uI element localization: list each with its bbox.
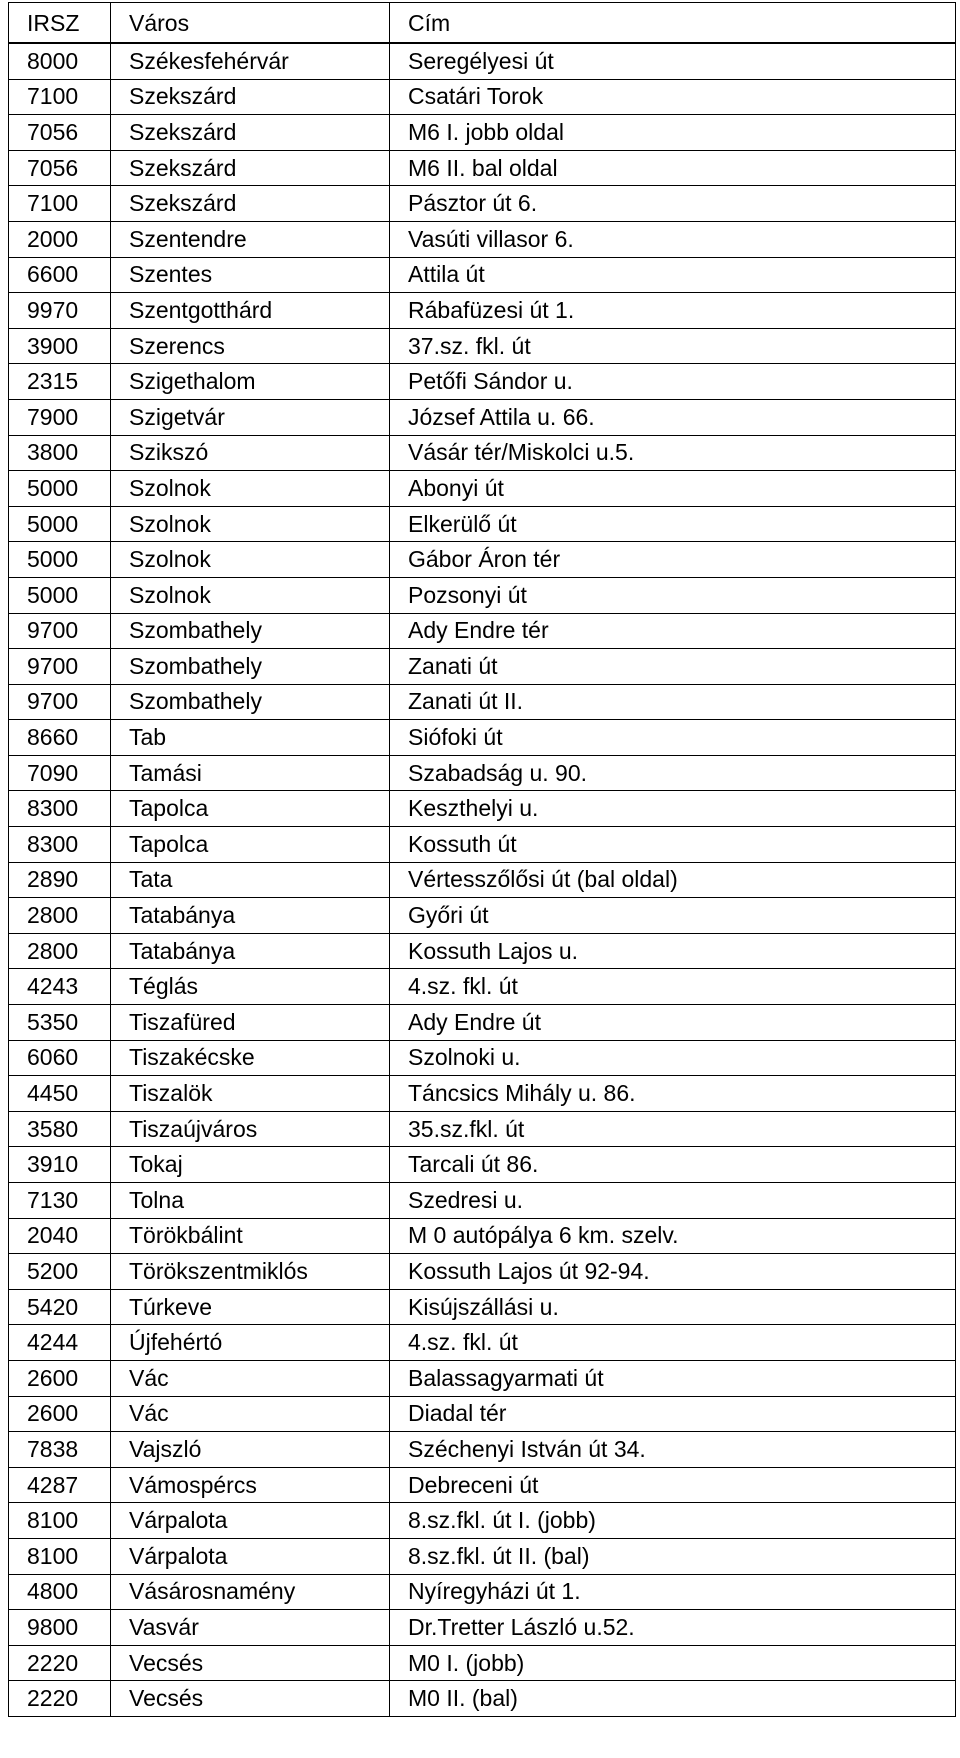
address-cell: M 0 autópálya 6 km. szelv. [390, 1218, 956, 1254]
address-cell: 35.sz.fkl. út [390, 1111, 956, 1147]
city-cell: Tiszafüred [111, 1005, 390, 1041]
city-cell: Szolnok [111, 577, 390, 613]
address-cell: Abonyi út [390, 471, 956, 507]
city-cell: Tatabánya [111, 933, 390, 969]
address-cell: Vértesszőlősi út (bal oldal) [390, 862, 956, 898]
city-cell: Téglás [111, 969, 390, 1005]
table-header [9, 3, 956, 44]
table-row [9, 1254, 956, 1290]
zip-cell: 9800 [9, 1610, 111, 1646]
table-row [9, 1574, 956, 1610]
address-cell: Tarcali út 86. [390, 1147, 956, 1183]
city-cell: Szekszárd [111, 79, 390, 115]
table-row [9, 399, 956, 435]
zip-cell: 5420 [9, 1289, 111, 1325]
header-row [9, 3, 956, 44]
address-table [8, 2, 956, 1717]
address-cell: Szolnoki u. [390, 1040, 956, 1076]
city-cell: Vác [111, 1360, 390, 1396]
zip-cell: 2000 [9, 221, 111, 257]
address-cell: 4.sz. fkl. út [390, 969, 956, 1005]
address-cell: M6 II. bal oldal [390, 150, 956, 186]
city-cell: Tata [111, 862, 390, 898]
zip-cell: 3800 [9, 435, 111, 471]
address-cell: Petőfi Sándor u. [390, 364, 956, 400]
city-cell: Szombathely [111, 649, 390, 685]
address-cell: Szabadság u. 90. [390, 755, 956, 791]
city-cell: Túrkeve [111, 1289, 390, 1325]
address-table-container [8, 2, 955, 1717]
city-cell: Tolna [111, 1183, 390, 1219]
table-row [9, 1040, 956, 1076]
city-cell: Vecsés [111, 1645, 390, 1681]
table-row [9, 613, 956, 649]
zip-cell: 7090 [9, 755, 111, 791]
address-cell: Győri út [390, 898, 956, 934]
address-cell: 8.sz.fkl. út I. (jobb) [390, 1503, 956, 1539]
city-cell: Vásárosnamény [111, 1574, 390, 1610]
address-cell: M0 I. (jobb) [390, 1645, 956, 1681]
address-cell: Nyíregyházi út 1. [390, 1574, 956, 1610]
table-row [9, 1432, 956, 1468]
table-row [9, 79, 956, 115]
table-row [9, 186, 956, 222]
zip-cell: 2600 [9, 1360, 111, 1396]
table-row [9, 542, 956, 578]
table-row [9, 293, 956, 329]
zip-cell: 5000 [9, 577, 111, 613]
table-row [9, 577, 956, 613]
table-row [9, 1183, 956, 1219]
table-row [9, 898, 956, 934]
city-cell: Várpalota [111, 1538, 390, 1574]
address-cell: Diadal tér [390, 1396, 956, 1432]
address-cell: Gábor Áron tér [390, 542, 956, 578]
city-cell: Szombathely [111, 684, 390, 720]
zip-cell: 7100 [9, 79, 111, 115]
city-cell: Tiszaújváros [111, 1111, 390, 1147]
table-row [9, 43, 956, 79]
city-cell: Törökszentmiklós [111, 1254, 390, 1290]
zip-cell: 9700 [9, 649, 111, 685]
address-cell: Ady Endre tér [390, 613, 956, 649]
address-cell: Pásztor út 6. [390, 186, 956, 222]
address-cell: Rábafüzesi út 1. [390, 293, 956, 329]
city-cell: Szentes [111, 257, 390, 293]
city-cell: Tapolca [111, 827, 390, 863]
address-cell: 8.sz.fkl. út II. (bal) [390, 1538, 956, 1574]
table-row [9, 1360, 956, 1396]
address-cell: Dr.Tretter László u.52. [390, 1610, 956, 1646]
city-cell: Szentgotthárd [111, 293, 390, 329]
city-cell: Szigetvár [111, 399, 390, 435]
city-cell: Szekszárd [111, 186, 390, 222]
address-cell: Vásár tér/Miskolci u.5. [390, 435, 956, 471]
table-row [9, 791, 956, 827]
table-row [9, 1005, 956, 1041]
address-cell: Vasúti villasor 6. [390, 221, 956, 257]
address-cell: Keszthelyi u. [390, 791, 956, 827]
zip-cell: 7100 [9, 186, 111, 222]
city-cell: Szikszó [111, 435, 390, 471]
city-cell: Szolnok [111, 542, 390, 578]
city-cell: Szigethalom [111, 364, 390, 400]
address-cell: M0 II. (bal) [390, 1681, 956, 1717]
zip-cell: 5000 [9, 506, 111, 542]
zip-cell: 9700 [9, 613, 111, 649]
city-cell: Tapolca [111, 791, 390, 827]
zip-cell: 8100 [9, 1503, 111, 1539]
table-row [9, 1467, 956, 1503]
zip-cell: 5000 [9, 542, 111, 578]
zip-cell: 5000 [9, 471, 111, 507]
address-cell: Széchenyi István út 34. [390, 1432, 956, 1468]
zip-cell: 9970 [9, 293, 111, 329]
zip-cell: 7056 [9, 150, 111, 186]
zip-cell: 8300 [9, 827, 111, 863]
table-row [9, 1218, 956, 1254]
city-cell: Törökbálint [111, 1218, 390, 1254]
address-cell: M6 I. jobb oldal [390, 115, 956, 151]
address-cell: Zanati út [390, 649, 956, 685]
zip-cell: 8000 [9, 43, 111, 79]
address-cell: Szedresi u. [390, 1183, 956, 1219]
table-row [9, 684, 956, 720]
table-row [9, 1076, 956, 1112]
table-row [9, 328, 956, 364]
address-cell: Pozsonyi út [390, 577, 956, 613]
address-cell: Kossuth Lajos u. [390, 933, 956, 969]
table-row [9, 1289, 956, 1325]
zip-cell: 8300 [9, 791, 111, 827]
table-row [9, 1645, 956, 1681]
table-row [9, 1111, 956, 1147]
address-cell: Attila út [390, 257, 956, 293]
table-row [9, 221, 956, 257]
address-cell: Ady Endre út [390, 1005, 956, 1041]
city-cell: Tiszalök [111, 1076, 390, 1112]
table-row [9, 257, 956, 293]
zip-cell: 2800 [9, 898, 111, 934]
table-body [9, 43, 956, 1716]
zip-cell: 2315 [9, 364, 111, 400]
city-cell: Vajszló [111, 1432, 390, 1468]
address-cell: Kossuth út [390, 827, 956, 863]
table-row [9, 150, 956, 186]
zip-cell: 2040 [9, 1218, 111, 1254]
city-cell: Tab [111, 720, 390, 756]
address-cell: Seregélyesi út [390, 43, 956, 79]
zip-cell: 6600 [9, 257, 111, 293]
address-cell: 37.sz. fkl. út [390, 328, 956, 364]
zip-cell: 2890 [9, 862, 111, 898]
zip-cell: 2220 [9, 1645, 111, 1681]
zip-cell: 6060 [9, 1040, 111, 1076]
zip-cell: 7900 [9, 399, 111, 435]
table-row [9, 827, 956, 863]
table-row [9, 969, 956, 1005]
city-cell: Székesfehérvár [111, 43, 390, 79]
city-cell: Újfehértó [111, 1325, 390, 1361]
address-cell: Zanati út II. [390, 684, 956, 720]
table-row [9, 435, 956, 471]
table-row [9, 115, 956, 151]
zip-cell: 8100 [9, 1538, 111, 1574]
zip-cell: 3910 [9, 1147, 111, 1183]
city-cell: Tiszakécske [111, 1040, 390, 1076]
table-row [9, 364, 956, 400]
address-cell: József Attila u. 66. [390, 399, 956, 435]
table-row [9, 1538, 956, 1574]
zip-cell: 4244 [9, 1325, 111, 1361]
city-cell: Szolnok [111, 471, 390, 507]
zip-cell: 4287 [9, 1467, 111, 1503]
city-cell: Szombathely [111, 613, 390, 649]
zip-cell: 8660 [9, 720, 111, 756]
zip-cell: 2220 [9, 1681, 111, 1717]
table-row [9, 471, 956, 507]
table-row [9, 649, 956, 685]
address-cell: Kisújszállási u. [390, 1289, 956, 1325]
table-row [9, 1503, 956, 1539]
address-cell: Kossuth Lajos út 92-94. [390, 1254, 956, 1290]
address-cell: Csatári Torok [390, 79, 956, 115]
table-row [9, 755, 956, 791]
table-row [9, 1396, 956, 1432]
table-row [9, 1681, 956, 1717]
zip-cell: 9700 [9, 684, 111, 720]
table-row [9, 862, 956, 898]
zip-cell: 7130 [9, 1183, 111, 1219]
zip-cell: 3900 [9, 328, 111, 364]
zip-cell: 3580 [9, 1111, 111, 1147]
address-cell: Debreceni út [390, 1467, 956, 1503]
city-cell: Szolnok [111, 506, 390, 542]
city-cell: Szekszárd [111, 115, 390, 151]
column-header-city: Város [111, 3, 390, 44]
zip-cell: 7838 [9, 1432, 111, 1468]
city-cell: Várpalota [111, 1503, 390, 1539]
zip-cell: 2800 [9, 933, 111, 969]
address-cell: 4.sz. fkl. út [390, 1325, 956, 1361]
column-header-zip: IRSZ [9, 3, 111, 44]
city-cell: Szekszárd [111, 150, 390, 186]
address-cell: Elkerülő út [390, 506, 956, 542]
zip-cell: 4243 [9, 969, 111, 1005]
table-row [9, 1147, 956, 1183]
city-cell: Vác [111, 1396, 390, 1432]
table-row [9, 720, 956, 756]
table-row [9, 506, 956, 542]
table-row [9, 933, 956, 969]
city-cell: Szentendre [111, 221, 390, 257]
address-cell: Balassagyarmati út [390, 1360, 956, 1396]
address-cell: Táncsics Mihály u. 86. [390, 1076, 956, 1112]
address-cell: Siófoki út [390, 720, 956, 756]
zip-cell: 5350 [9, 1005, 111, 1041]
city-cell: Tamási [111, 755, 390, 791]
city-cell: Vámospércs [111, 1467, 390, 1503]
zip-cell: 5200 [9, 1254, 111, 1290]
table-row [9, 1610, 956, 1646]
city-cell: Tokaj [111, 1147, 390, 1183]
zip-cell: 4450 [9, 1076, 111, 1112]
city-cell: Tatabánya [111, 898, 390, 934]
city-cell: Vecsés [111, 1681, 390, 1717]
column-header-address: Cím [390, 3, 956, 44]
table-row [9, 1325, 956, 1361]
city-cell: Szerencs [111, 328, 390, 364]
zip-cell: 4800 [9, 1574, 111, 1610]
zip-cell: 7056 [9, 115, 111, 151]
zip-cell: 2600 [9, 1396, 111, 1432]
city-cell: Vasvár [111, 1610, 390, 1646]
